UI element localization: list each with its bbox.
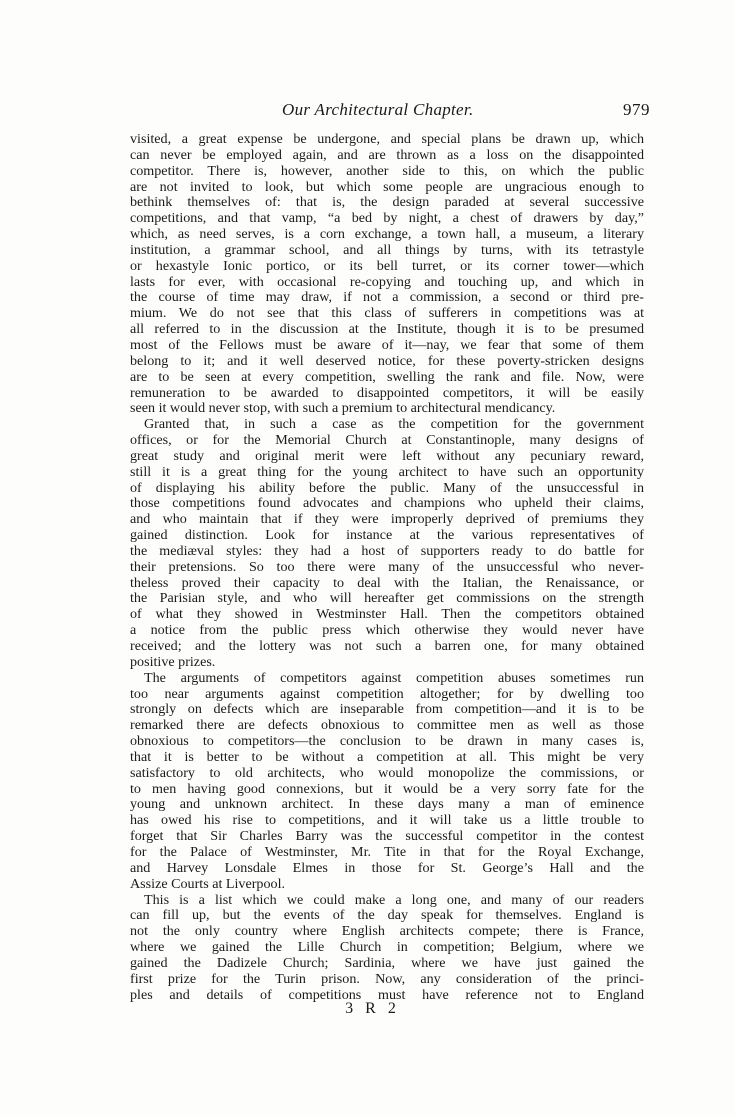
paragraph-first-line: Granted that, in such a case as the competition for the government: [144, 417, 644, 433]
text-line: competitions, and that vamp, “a bed by night, a chest of drawers by day,”: [130, 211, 644, 227]
text-line: that it is better to be without a competition at all. This might be very: [130, 749, 644, 765]
text-line: still it is a great thing for the young architect to have such an opportunity: [130, 464, 644, 480]
text-line: visited, a great expense be undergone, and special plans be drawn up, which: [130, 132, 644, 147]
text-line: offices, or for the Memorial Church at Constantinople, many designs of: [130, 433, 644, 449]
text-line: are not invited to look, but which some people are ungracious enough to: [130, 179, 644, 195]
text-line: and who maintain that if they were improperly deprived of premiums they: [130, 512, 644, 528]
text-line: the course of time may draw, if not a commission, a second or third pre-: [130, 290, 644, 306]
text-line: not the only country where English architects compete; there is France,: [130, 924, 644, 940]
text-line: first prize for the Turin prison. Now, any consideration of the princi-: [130, 971, 644, 987]
text-line: too near arguments against competition altogether; for by dwelling too: [130, 686, 644, 702]
text-line: belong to it; and it well deserved notice, for these poverty-stricken designs: [130, 353, 644, 369]
text-line: Assize Courts at Liverpool.: [130, 876, 286, 892]
text-line: received; and the lottery was not such a barren one, for many obtained: [130, 639, 644, 654]
text-line: theless proved their capacity to deal with the Italian, the Renaissance, or: [130, 575, 644, 591]
text-line: for the Palace of Westminster, Mr. Tite in that for the Royal Exchange,: [130, 844, 644, 860]
body-text: [130, 132, 644, 1003]
text-line: which, as need serves, is a corn exchange, a town hall, a museum, a literary: [130, 227, 644, 243]
text-line: or hexastyle Ionic portico, or its bell turret, or its corner tower—which: [130, 258, 644, 274]
text-line: and Harvey Lonsdale Elmes in those for St. George’s Hall and the: [130, 860, 644, 876]
text-line: young and unknown architect. In these days many a man of eminence: [130, 797, 644, 813]
text-line: gained the Dadizele Church; Sardinia, where we have just gained the: [130, 955, 644, 971]
text-line: bethink themselves of: that is, the design paraded at several successive: [130, 195, 644, 211]
text-line: great study and original merit were left without any pecuniary reward,: [130, 448, 644, 464]
text-line: the Parisian style, and who will hereafter get commissions on the strength: [130, 591, 644, 607]
text-line: forget that Sir Charles Barry was the successful competitor in the contest: [130, 829, 644, 845]
text-line: remuneration to be awarded to disappointed competitors, it will be easily: [130, 385, 644, 401]
text-line: all referred to in the discussion at the Institute, though it is to be presumed: [130, 322, 644, 338]
text-line: the mediæval styles: they had a host of supporters ready to do battle for: [130, 543, 644, 559]
paragraph-first-line: This is a list which we could make a long one, and many of our readers: [144, 892, 644, 908]
text-line: can fill up, but the events of the day speak for themselves. England is: [130, 908, 644, 924]
text-line: those competitions found advocates and champions who upheld their claims,: [130, 496, 644, 512]
text-line: of displaying his ability before the public. Many of the unsuccessful in: [130, 480, 644, 496]
text-line: lasts for ever, with occasional re-copying and touching up, and which in: [130, 274, 644, 290]
page-number: 979: [623, 100, 650, 119]
text-line: of what they showed in Westminster Hall. Then the competitors obtained: [130, 607, 644, 623]
text-line: their pretensions. So too there were many of the unsuccessful who never-: [130, 559, 644, 575]
text-line: institution, a grammar school, and all things by turns, with its tetrastyle: [130, 242, 644, 258]
text-line: seen it would never stop, with such a premium to architectural mendicancy.: [130, 401, 556, 417]
text-line: gained distinction. Look for instance at the various representatives of: [130, 528, 644, 544]
running-head: [130, 100, 650, 126]
text-line: can never be employed again, and are thrown as a loss on the disappointed: [130, 147, 644, 163]
text-line: mium. We do not see that this class of sufferers in competitions was at: [130, 306, 644, 322]
text-line: obnoxious to competitors—the conclusion to be drawn in many cases is,: [130, 734, 644, 750]
text-line: satisfactory to old architects, who would monopolize the commissions, or: [130, 765, 644, 781]
running-title: Our Architectural Chapter.: [282, 100, 474, 119]
signature-mark: 3 R 2: [345, 1000, 400, 1017]
text-line: strongly on defects which are inseparable from competition—and it is to be: [130, 702, 644, 718]
text-line: ples and details of competitions must have reference not to England: [130, 987, 644, 1003]
text-line: to men having good connexions, but it would be a very sorry fate for the: [130, 781, 644, 797]
text-line: remarked there are defects obnoxious to committee men as well as those: [130, 718, 644, 734]
text-line: positive prizes.: [130, 654, 216, 670]
text-line: competitor. There is, however, another side to this, on which the public: [130, 163, 644, 179]
paragraph-first-line: The arguments of competitors against competition abuses sometimes run: [144, 670, 644, 686]
text-line: are to be seen at every competition, swelling the rank and file. Now, were: [130, 369, 644, 385]
text-line: where we gained the Lille Church in competition; Belgium, where we: [130, 940, 644, 956]
text-line: most of the Fellows must be aware of it—nay, we fear that some of them: [130, 337, 644, 353]
text-line: has owed his rise to competitions, and it will take us a little trouble to: [130, 813, 644, 829]
text-line: a notice from the public press which otherwise they would never have: [130, 623, 644, 639]
